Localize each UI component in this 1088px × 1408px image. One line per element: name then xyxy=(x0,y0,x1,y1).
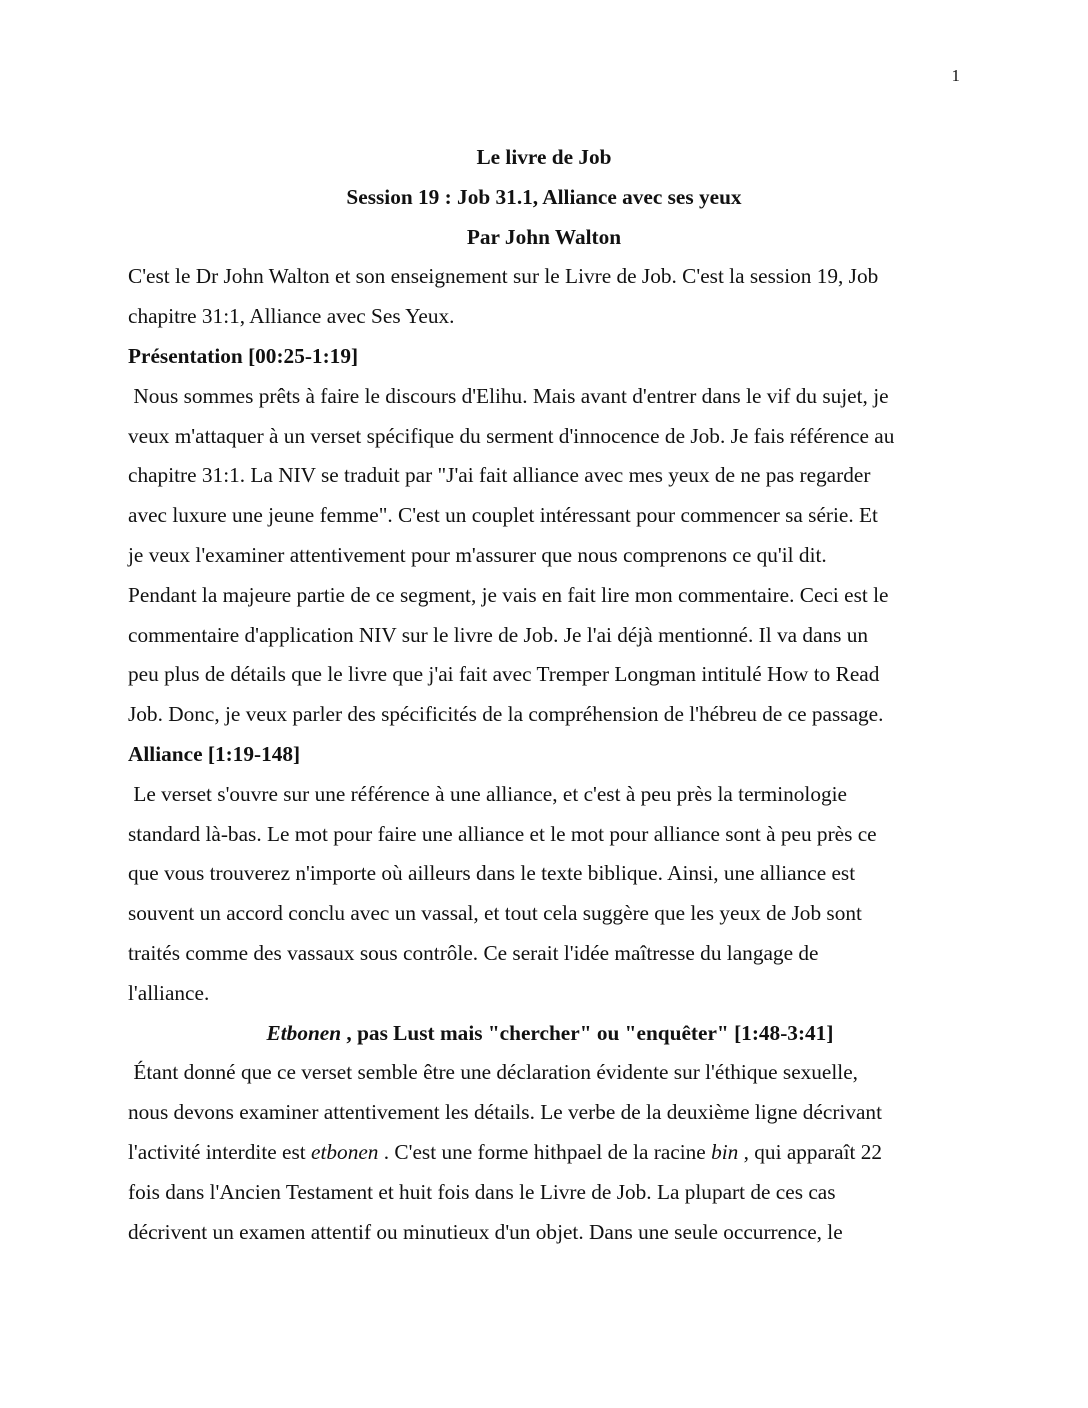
text-line: Job. Donc, je veux parler des spécificités de la compréhension de l'hébreu de ce passage. xyxy=(128,702,884,727)
text-line: chapitre 31:1. La NIV se traduit par "J'ai fait alliance avec mes yeux de ne pas regarder xyxy=(128,463,871,488)
text-line: commentaire d'application NIV sur le livre de Job. Je l'ai déjà mentionné. Il va dans un xyxy=(128,622,869,647)
text-line-part: . C'est une forme hithpael de la racine xyxy=(378,1139,712,1164)
text-line: Étant donné que ce verset semble être une déclaration évidente sur l'éthique sexuelle, xyxy=(128,1060,859,1085)
text-line: décrivent un examen attentif ou minutieux d'un objet. Dans une seule occurrence, le xyxy=(128,1219,843,1244)
page-number: 1 xyxy=(951,66,960,85)
author-line: Par John Walton xyxy=(466,224,622,249)
document-body xyxy=(128,138,960,1252)
section-heading-presentation: Présentation [00:25-1:19] xyxy=(128,343,359,368)
text-line: fois dans l'Ancien Testament et huit fois dans le Livre de Job. La plupart de ces cas xyxy=(128,1179,836,1204)
section-heading-alliance: Alliance [1:19-148] xyxy=(128,741,301,766)
italic-term-etbonen: etbonen xyxy=(311,1139,379,1164)
text-line: je veux l'examiner attentivement pour m'assurer que nous comprenons ce qu'il dit. xyxy=(128,542,827,567)
intro-line-2: chapitre 31:1, Alliance avec Ses Yeux. xyxy=(128,304,455,329)
text-line: traités comme des vassaux sous contrôle. Ce serait l'idée maîtresse du langage de xyxy=(128,940,819,965)
italic-term-bin: bin xyxy=(711,1139,739,1164)
text-line-part: l'activité interdite est xyxy=(128,1139,312,1164)
text-line: standard là-bas. Le mot pour faire une alliance et le mot pour alliance sont à peu près ce xyxy=(128,821,877,846)
text-line: que vous trouverez n'importe où ailleurs dans le texte biblique. Ainsi, une alliance est xyxy=(128,861,856,886)
text-line: l'alliance. xyxy=(128,980,210,1005)
intro-line-1: C'est le Dr John Walton et son enseignement sur le Livre de Job. C'est la session 19, Job xyxy=(128,264,879,289)
text-line-part: , qui apparaît 22 xyxy=(738,1139,883,1164)
heading-rest: , pas Lust mais "chercher" ou "enquêter" [1:48-3:41] xyxy=(341,1020,834,1045)
text-line: Nous sommes prêts à faire le discours d'Elihu. Mais avant d'entrer dans le vif du sujet, je xyxy=(128,383,889,408)
text-line: Le verset s'ouvre sur une référence à une alliance, et c'est à peu près la terminologie xyxy=(128,781,848,806)
text-line: nous devons examiner attentivement les détails. Le verbe de la deuxième ligne décrivant xyxy=(128,1100,882,1125)
alliance-paragraph xyxy=(128,775,960,1014)
text-line: peu plus de détails que le livre que j'ai fait avec Tremper Longman intitulé How to Read xyxy=(128,662,880,687)
text-line: veux m'attaquer à un verset spécifique du serment d'innocence de Job. Je fais référence au xyxy=(128,423,895,448)
section-heading-etbonen xyxy=(128,1014,960,1054)
document-title: Le livre de Job xyxy=(476,145,612,169)
session-subtitle: Session 19 : Job 31.1, Alliance avec ses yeux xyxy=(346,184,742,209)
presentation-paragraph xyxy=(128,377,960,735)
text-line: souvent un accord conclu avec un vassal, et tout cela suggère que les yeux de Job sont xyxy=(128,901,862,926)
heading-italic-term: Etbonen xyxy=(266,1020,342,1045)
text-line: Pendant la majeure partie de ce segment, je vais en fait lire mon commentaire. Ceci est le xyxy=(128,582,889,607)
etbonen-paragraph xyxy=(128,1053,960,1252)
text-line: avec luxure une jeune femme". C'est un couplet intéressant pour commencer sa série. Et xyxy=(128,503,878,528)
intro-paragraph xyxy=(128,257,960,337)
